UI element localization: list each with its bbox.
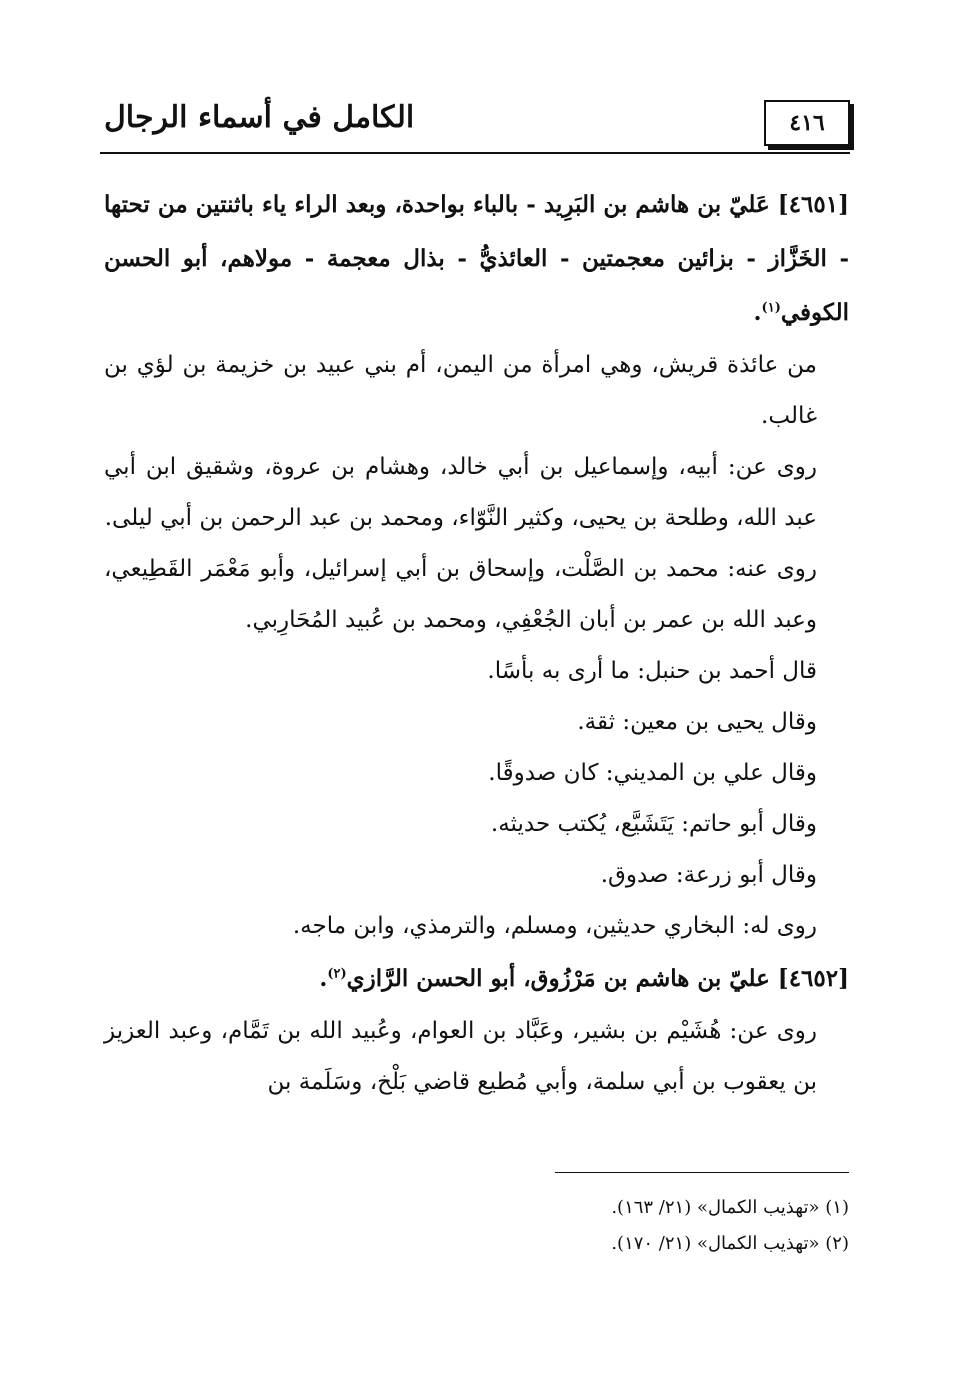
paragraph: وقال أبو حاتم: يَتَشَيَّع، يُكتب حديثه. <box>490 811 817 837</box>
paragraph: وقال علي بن المديني: كان صدوقًا. <box>488 760 817 786</box>
paragraph: من عائذة قريش، وهي امرأة من اليمن، أم بني عبيد بن خزيمة بن لؤي بن غالب. <box>104 352 817 429</box>
page-number: ٤١٦ <box>764 100 850 146</box>
header-rule <box>100 152 850 154</box>
footnotes <box>104 1190 849 1262</box>
footnote-ref: (١) <box>761 300 781 316</box>
footnote-separator <box>555 1172 849 1173</box>
paragraph: قال أحمد بن حنبل: ما أرى به بأسًا. <box>487 658 817 684</box>
paragraph: وقال أبو زرعة: صدوق. <box>600 862 817 888</box>
entry-heading-text: [٤٦٥١] عَليّ بن هاشم بن البَرِيد - بالباء بواحدة، وبعد الراء ياء باثنتين من تحتها - الخَزَّاز - بزائين معجمتين - العائذيُّ - بذال معجمة - مولاهم، أبو الحسن الكوفي <box>104 191 849 326</box>
entry-heading-text: [٤٦٥٢] عليّ بن هاشم بن مَرْزُوق، أبو الحسن الرَّازي <box>346 965 849 992</box>
paragraph: روى عنه: محمد بن الصَّلْت، وإسحاق بن أبي إسرائيل، وأبو مَعْمَر القَطِيعي، وعبد الله بن عمر بن أبان الجُعْفِي، ومحمد بن عُبيد المُحَارِبي. <box>104 556 817 633</box>
book-title: الكامل في أسماء الرجال <box>104 100 415 135</box>
page-header <box>100 92 850 152</box>
paragraph: روى له: البخاري حديثين، ومسلم، والترمذي، وابن ماجه. <box>292 913 817 939</box>
entry-heading-end: . <box>753 299 762 326</box>
paragraph: روى عن: أبيه، وإسماعيل بن أبي خالد، وهشام بن عروة، وشقيق ابن أبي عبد الله، وطلحة بن يحيى، وكثير النَّوّاء، ومحمد بن عبد الرحمن بن أبي ليلى. <box>104 454 817 531</box>
main-text <box>104 178 849 1108</box>
paragraph: روى عن: هُشَيْم بن بشير، وعَبَّاد بن العوام، وعُبيد الله بن تَمَّام، وعبد العزيز بن يعقوب بن أبي سلمة، وأبي مُطيع قاضي بَلْخ، وسَلَمة بن <box>104 1018 817 1095</box>
footnote-ref: (٢) <box>327 966 347 982</box>
entry-heading <box>104 952 849 1006</box>
footnote: (١) «تهذيب الكمال» (٢١/ ١٦٣). <box>611 1197 849 1218</box>
footnote: (٢) «تهذيب الكمال» (٢١/ ١٧٠). <box>611 1233 849 1254</box>
entry-heading <box>104 178 849 340</box>
entry-heading-end: . <box>319 965 328 992</box>
paragraph: وقال يحيى بن معين: ثقة. <box>577 709 817 735</box>
